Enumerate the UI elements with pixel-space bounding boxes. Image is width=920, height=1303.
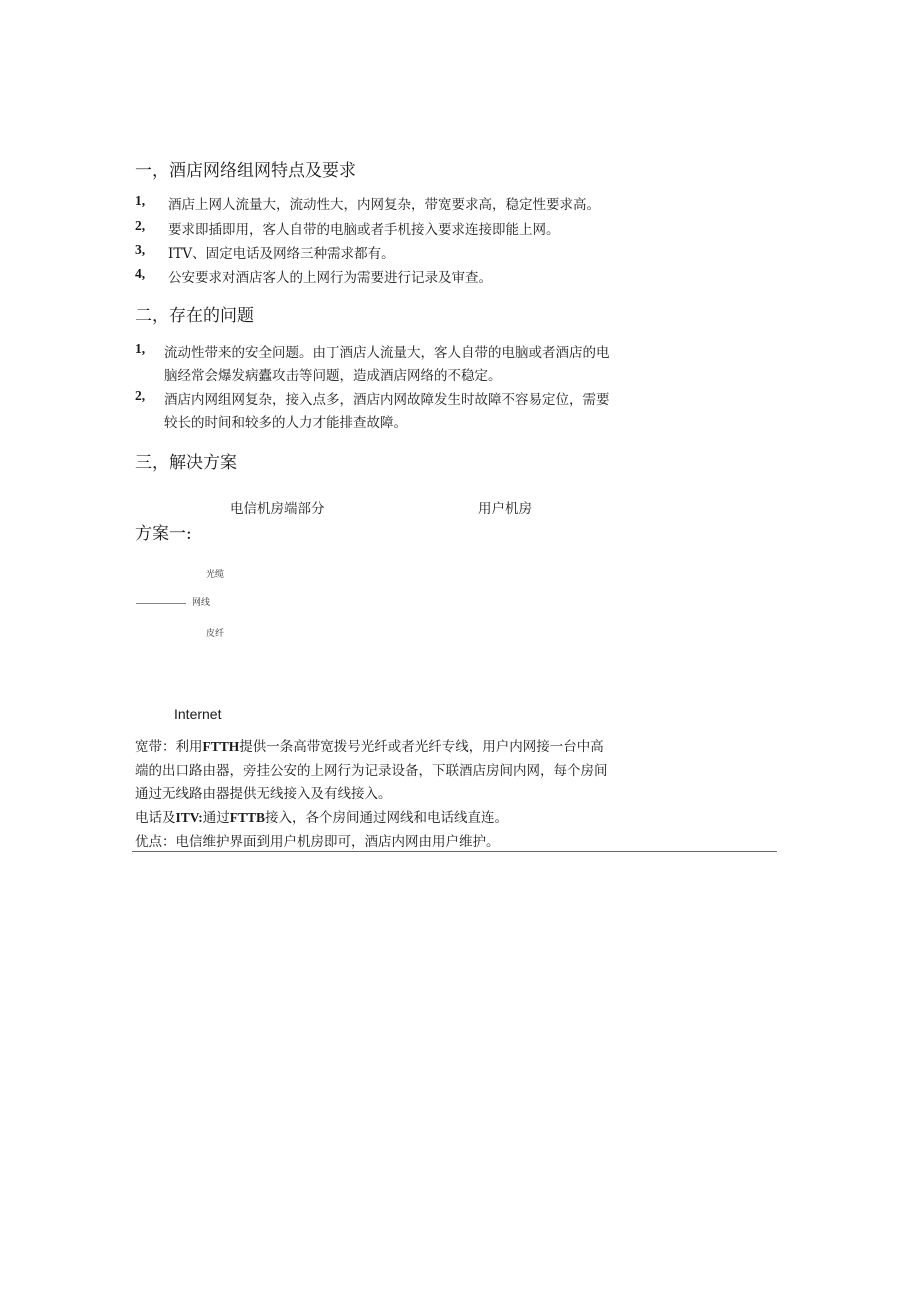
list-item: 酒店上网人流量大，流动性大，内网复杂，带宽要求高，稳定性要求高。 xyxy=(168,197,600,213)
phone-suffix: 接入，各个房间通过网线和电话线直连。 xyxy=(265,810,509,826)
internet-label: Internet xyxy=(174,706,222,722)
list-item-number: 3, xyxy=(135,242,146,257)
list-item-number: 2, xyxy=(135,388,146,403)
advantage-line: 优点：电信维护界面到用户机房即可，酒店内网由用户维护。 xyxy=(135,834,500,850)
list-item-line: 酒店内网组网复杂，接入点多，酒店内网故障发生时故障不容易定位，需要 xyxy=(164,392,610,408)
broadband-line-1 xyxy=(135,735,604,755)
list-item-number: 2, xyxy=(135,218,146,233)
legend-label-fiber: 皮纤 xyxy=(206,629,225,639)
broadband-line-2: 端的出口路由器，旁挂公安的上网行为记录设备，下联酒店房间内网，每个房间 xyxy=(135,763,608,779)
scheme-label: 方案一: xyxy=(135,524,192,544)
legend-label-cable: 光缆 xyxy=(206,570,225,580)
legend-line-network xyxy=(136,603,186,604)
legend-label-network: 网线 xyxy=(192,598,211,608)
list-item-number: 1, xyxy=(135,193,146,208)
list-item-line: 脑经常会爆发病蠹攻击等问题，造成酒店网络的不稳定。 xyxy=(164,368,502,384)
section2-heading: 二，存在的问题 xyxy=(135,306,254,326)
list-item-number: 1, xyxy=(135,341,146,356)
list-item-line: 较长的时间和较多的人力才能排查故障。 xyxy=(164,415,407,431)
list-item: 公安要求对酒店客人的上网行为需要进行记录及审查。 xyxy=(168,270,492,286)
broadband-prefix: 宽带：利用 xyxy=(135,739,203,755)
broadband-suffix: 提供一条高带宽拨号光纤或者光纤专线，用户内网接一台中高 xyxy=(239,739,604,755)
section1-heading: 一，酒店网络组网特点及要求 xyxy=(135,161,356,181)
phone-itv-line xyxy=(135,806,508,826)
section3-heading: 三，解决方案 xyxy=(135,453,237,473)
list-item: ITV、固定电话及网络三种需求都有。 xyxy=(168,246,395,262)
diagram-column-label-right: 用户机房 xyxy=(478,501,532,517)
phone-prefix: 电话及 xyxy=(135,810,176,826)
list-item-line: 流动性带来的安全问题。由丁酒店人流量大，客人自带的电脑或者酒店的电 xyxy=(164,345,610,361)
broadband-code: FTTH xyxy=(202,739,240,754)
phone-code-fttb: FTTB xyxy=(229,810,266,825)
list-item-number: 4, xyxy=(135,266,146,281)
divider xyxy=(132,851,777,852)
list-item: 要求即插即用，客人自带的电脑或者手机接入要求连接即能上网。 xyxy=(168,222,560,238)
phone-mid: 通过 xyxy=(202,810,230,826)
broadband-line-3: 通过无线路由器提供无线接入及有线接入。 xyxy=(135,786,392,802)
diagram-column-label-left: 电信机房端部分 xyxy=(230,501,325,517)
phone-code-itv: ITV: xyxy=(175,810,203,825)
